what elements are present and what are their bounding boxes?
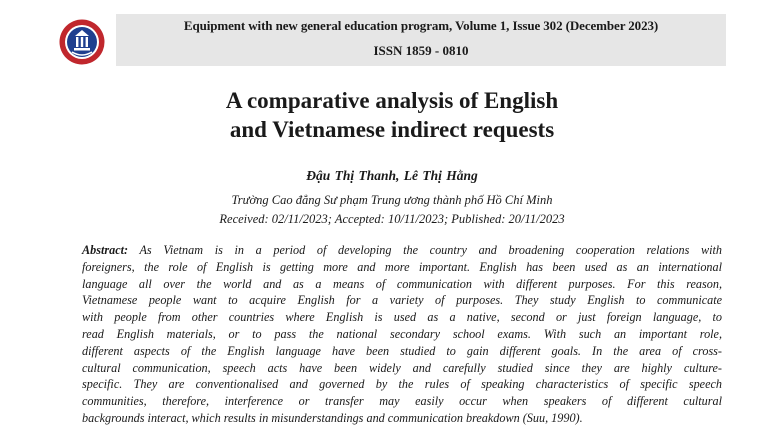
paper-title-line-1: A comparative analysis of English xyxy=(225,88,559,113)
institution: Trường Cao đẳng Sư phạm Trung ương thành phố Hồ Chí Minh xyxy=(231,193,553,207)
abstract-line: Abstract: As Vietnam is in a period of developing the country and broadening cooperation relations with xyxy=(82,243,722,257)
abstract xyxy=(82,242,722,427)
abstract-line: different aspects of the English language have been studied to gain different goals. In the area of cross- xyxy=(82,343,722,358)
abstract-line: specific. They are conventionalised and governed by the rules of speaking characteristics of specific speech xyxy=(82,377,722,392)
abstract-line: with people from other countries where English is used as a native, second or just foreign language, to xyxy=(82,310,722,325)
journal-citation: Equipment with new general education program, Volume 1, Issue 302 (December 2023) xyxy=(183,18,659,33)
abstract-line: read English materials, or to pass the national secondary school exams. With such an important role, xyxy=(82,326,722,341)
abstract-label: Abstract: xyxy=(82,243,129,257)
abstract-line: Vietnamese people want to acquire English for a variety of purposes. They study English to communicate xyxy=(82,293,722,308)
abstract-line: language all over the world and as a means of communication with different purposes. For this reason, xyxy=(82,276,722,291)
affiliation-block xyxy=(0,191,784,229)
author-list: Đậu Thị Thanh, Lê Thị Hằng xyxy=(306,168,478,183)
abstract-line: backgrounds interact, which results in misunderstandings and communication breakdown (Suu, 1990). xyxy=(82,410,583,425)
abstract-line: foreigners, the role of English is getting more and more important. English has been used as an international xyxy=(82,259,722,274)
journal-seal-icon xyxy=(58,18,106,66)
abstract-line: cultural communication, speech acts have been widely and carefully studied since they are highly culture- xyxy=(82,360,722,375)
issn-number: ISSN 1859 - 0810 xyxy=(373,43,469,58)
publication-dates: Received: 02/11/2023; Accepted: 10/11/2023; Published: 20/11/2023 xyxy=(219,212,565,226)
paper-title-line-2: and Vietnamese indirect requests xyxy=(229,117,555,142)
abstract-line: communities, therefore, interference or transfer may easily occur when speakers of different cultural xyxy=(82,394,722,409)
paper-title xyxy=(0,86,784,144)
